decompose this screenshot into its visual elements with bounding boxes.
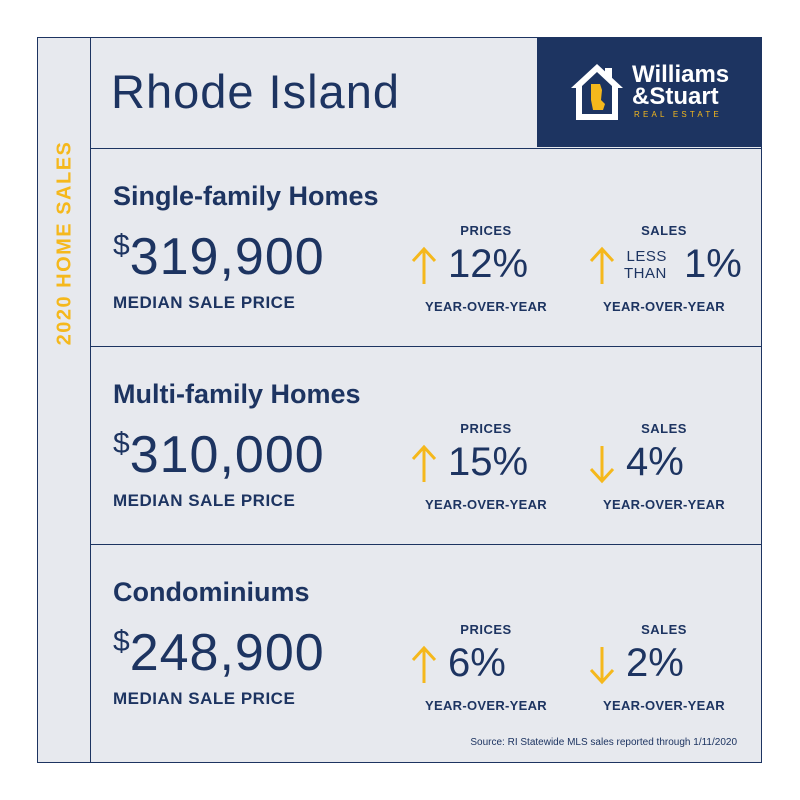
sales-row (584, 242, 744, 290)
infographic-frame (37, 37, 762, 763)
prices-period: YEAR-OVER-YEAR (425, 698, 547, 713)
header (91, 38, 761, 149)
arrow-down-icon (588, 645, 616, 685)
prices-label: PRICES (460, 223, 512, 238)
arrow-up-icon (410, 246, 438, 286)
prices-period: YEAR-OVER-YEAR (425, 497, 547, 512)
brand-name-line1: Williams (632, 61, 730, 88)
median-price-label: MEDIAN SALE PRICE (113, 293, 296, 312)
brand-name-line2: &Stuart (632, 83, 719, 110)
currency-symbol: $ (113, 229, 130, 262)
sales-qualifier-line2: THAN (624, 265, 667, 282)
section-multi-family (91, 347, 761, 545)
side-strip (38, 38, 91, 762)
median-price-value: 319,900 (129, 228, 325, 286)
prices-period: YEAR-OVER-YEAR (425, 299, 547, 314)
prices-change-value: 15% (448, 440, 529, 484)
section-title: Single-family Homes (113, 181, 379, 211)
median-price-label: MEDIAN SALE PRICE (113, 689, 296, 708)
sales-period: YEAR-OVER-YEAR (603, 497, 725, 512)
median-price-value: 248,900 (129, 624, 325, 682)
section-condominiums (91, 545, 761, 762)
prices-change-value: 12% (448, 242, 529, 286)
sales-label: SALES (641, 622, 687, 637)
page-title: Rhode Island (111, 65, 400, 118)
sales-change-value: 2% (626, 641, 684, 685)
sales-qualifier (624, 248, 667, 282)
currency-symbol: $ (113, 427, 130, 460)
sales-change-value: 1% (684, 242, 742, 286)
median-price-label: MEDIAN SALE PRICE (113, 491, 296, 510)
sales-period: YEAR-OVER-YEAR (603, 299, 725, 314)
prices-row (406, 242, 566, 290)
sales-row (584, 440, 744, 488)
sales-period: YEAR-OVER-YEAR (603, 698, 725, 713)
section-single-family (91, 149, 761, 347)
brand-logo (537, 38, 761, 147)
currency-symbol: $ (113, 625, 130, 658)
prices-change-value: 6% (448, 641, 506, 685)
prices-label: PRICES (460, 622, 512, 637)
median-price (113, 425, 325, 485)
brand-tagline: REAL ESTATE (634, 110, 722, 119)
arrow-down-icon (588, 444, 616, 484)
house-logo-icon (567, 60, 627, 124)
median-price (113, 227, 325, 287)
prices-label: PRICES (460, 421, 512, 436)
brand-name (632, 61, 730, 110)
sales-qualifier-line1: LESS (626, 248, 667, 265)
sales-row (584, 641, 744, 689)
prices-row (406, 440, 566, 488)
sales-label: SALES (641, 223, 687, 238)
section-title: Multi-family Homes (113, 379, 361, 409)
arrow-up-icon (410, 645, 438, 685)
median-price (113, 623, 325, 683)
sales-change-value: 4% (626, 440, 684, 484)
side-label: 2020 HOME SALES (53, 140, 76, 346)
arrow-up-icon (410, 444, 438, 484)
sales-label: SALES (641, 421, 687, 436)
median-price-value: 310,000 (129, 426, 325, 484)
arrow-up-icon (588, 246, 616, 286)
prices-row (406, 641, 566, 689)
source-note: Source: RI Statewide MLS sales reported through 1/11/2020 (470, 737, 737, 748)
section-title: Condominiums (113, 577, 310, 607)
